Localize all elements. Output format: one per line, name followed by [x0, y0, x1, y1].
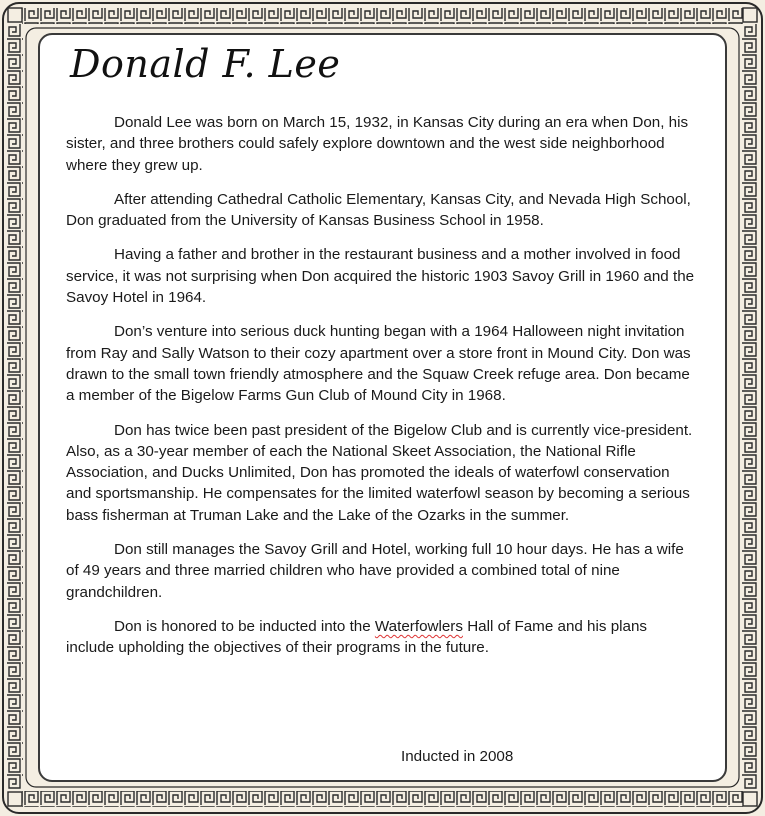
paragraph-education: After attending Cathedral Catholic Elementary, Kansas City, and Nevada High School, Don graduated from the University of Kansas Business School in 1958. [66, 190, 691, 230]
paragraph-birth: Donald Lee was born on March 15, 1932, in Kansas City during an era when Don, his sister, and three brothers could safely explore downtown and the west side neighborhood where they grew up. [66, 114, 689, 174]
hof-text-before: Don is honored to be inducted into the [114, 617, 375, 635]
paragraph-hall-of-fame [66, 616, 696, 659]
paragraph-duck-hunting: Don’s venture into serious duck hunting began with a 1964 Halloween night invitation from Ray and Sally Watson to their cozy apartment over a store front in Mound City. Don was drawn to the small town friendly atmosphere and the Squaw Creek refuge area. Don became a member of the Bigelow Farms Gun Club of Mound City in 1968. [66, 323, 691, 405]
inducted-year: Inducted in 2008 [401, 748, 514, 765]
paragraph-bigelow-club: Don has twice been past president of the Bigelow Club and is currently vice-president. Also, as a 30-year member of each the National Skeet Association, the National Rifle Association, and Ducks Unlimited, Don has promoted the ideals of waterfowl conservation and sportsmanship. He compensates for the limited waterfowl season by becoming a serious bass fisherman at Truman Lake and the Lake of the Ozarks in the summer. [66, 421, 693, 524]
paragraph-family: Don still manages the Savoy Grill and Hotel, working full 10 hour days. He has a wife of 49 years and three married children who have provided a combined total of nine grandchildren. [66, 541, 684, 601]
biography-text [66, 112, 696, 672]
spellcheck-word: Waterfowlers [374, 617, 463, 635]
hof-text-after: Hall of Fame and his plans include upholding the objectives of their programs in the future. [66, 617, 647, 657]
page-title: Donald F. Lee [70, 42, 341, 86]
paragraph-savoy: Having a father and brother in the restaurant business and a mother involved in food service, it was not surprising when Don acquired the historic 1903 Savoy Grill in 1960 and the Savoy Hotel in 1964. [66, 246, 695, 307]
